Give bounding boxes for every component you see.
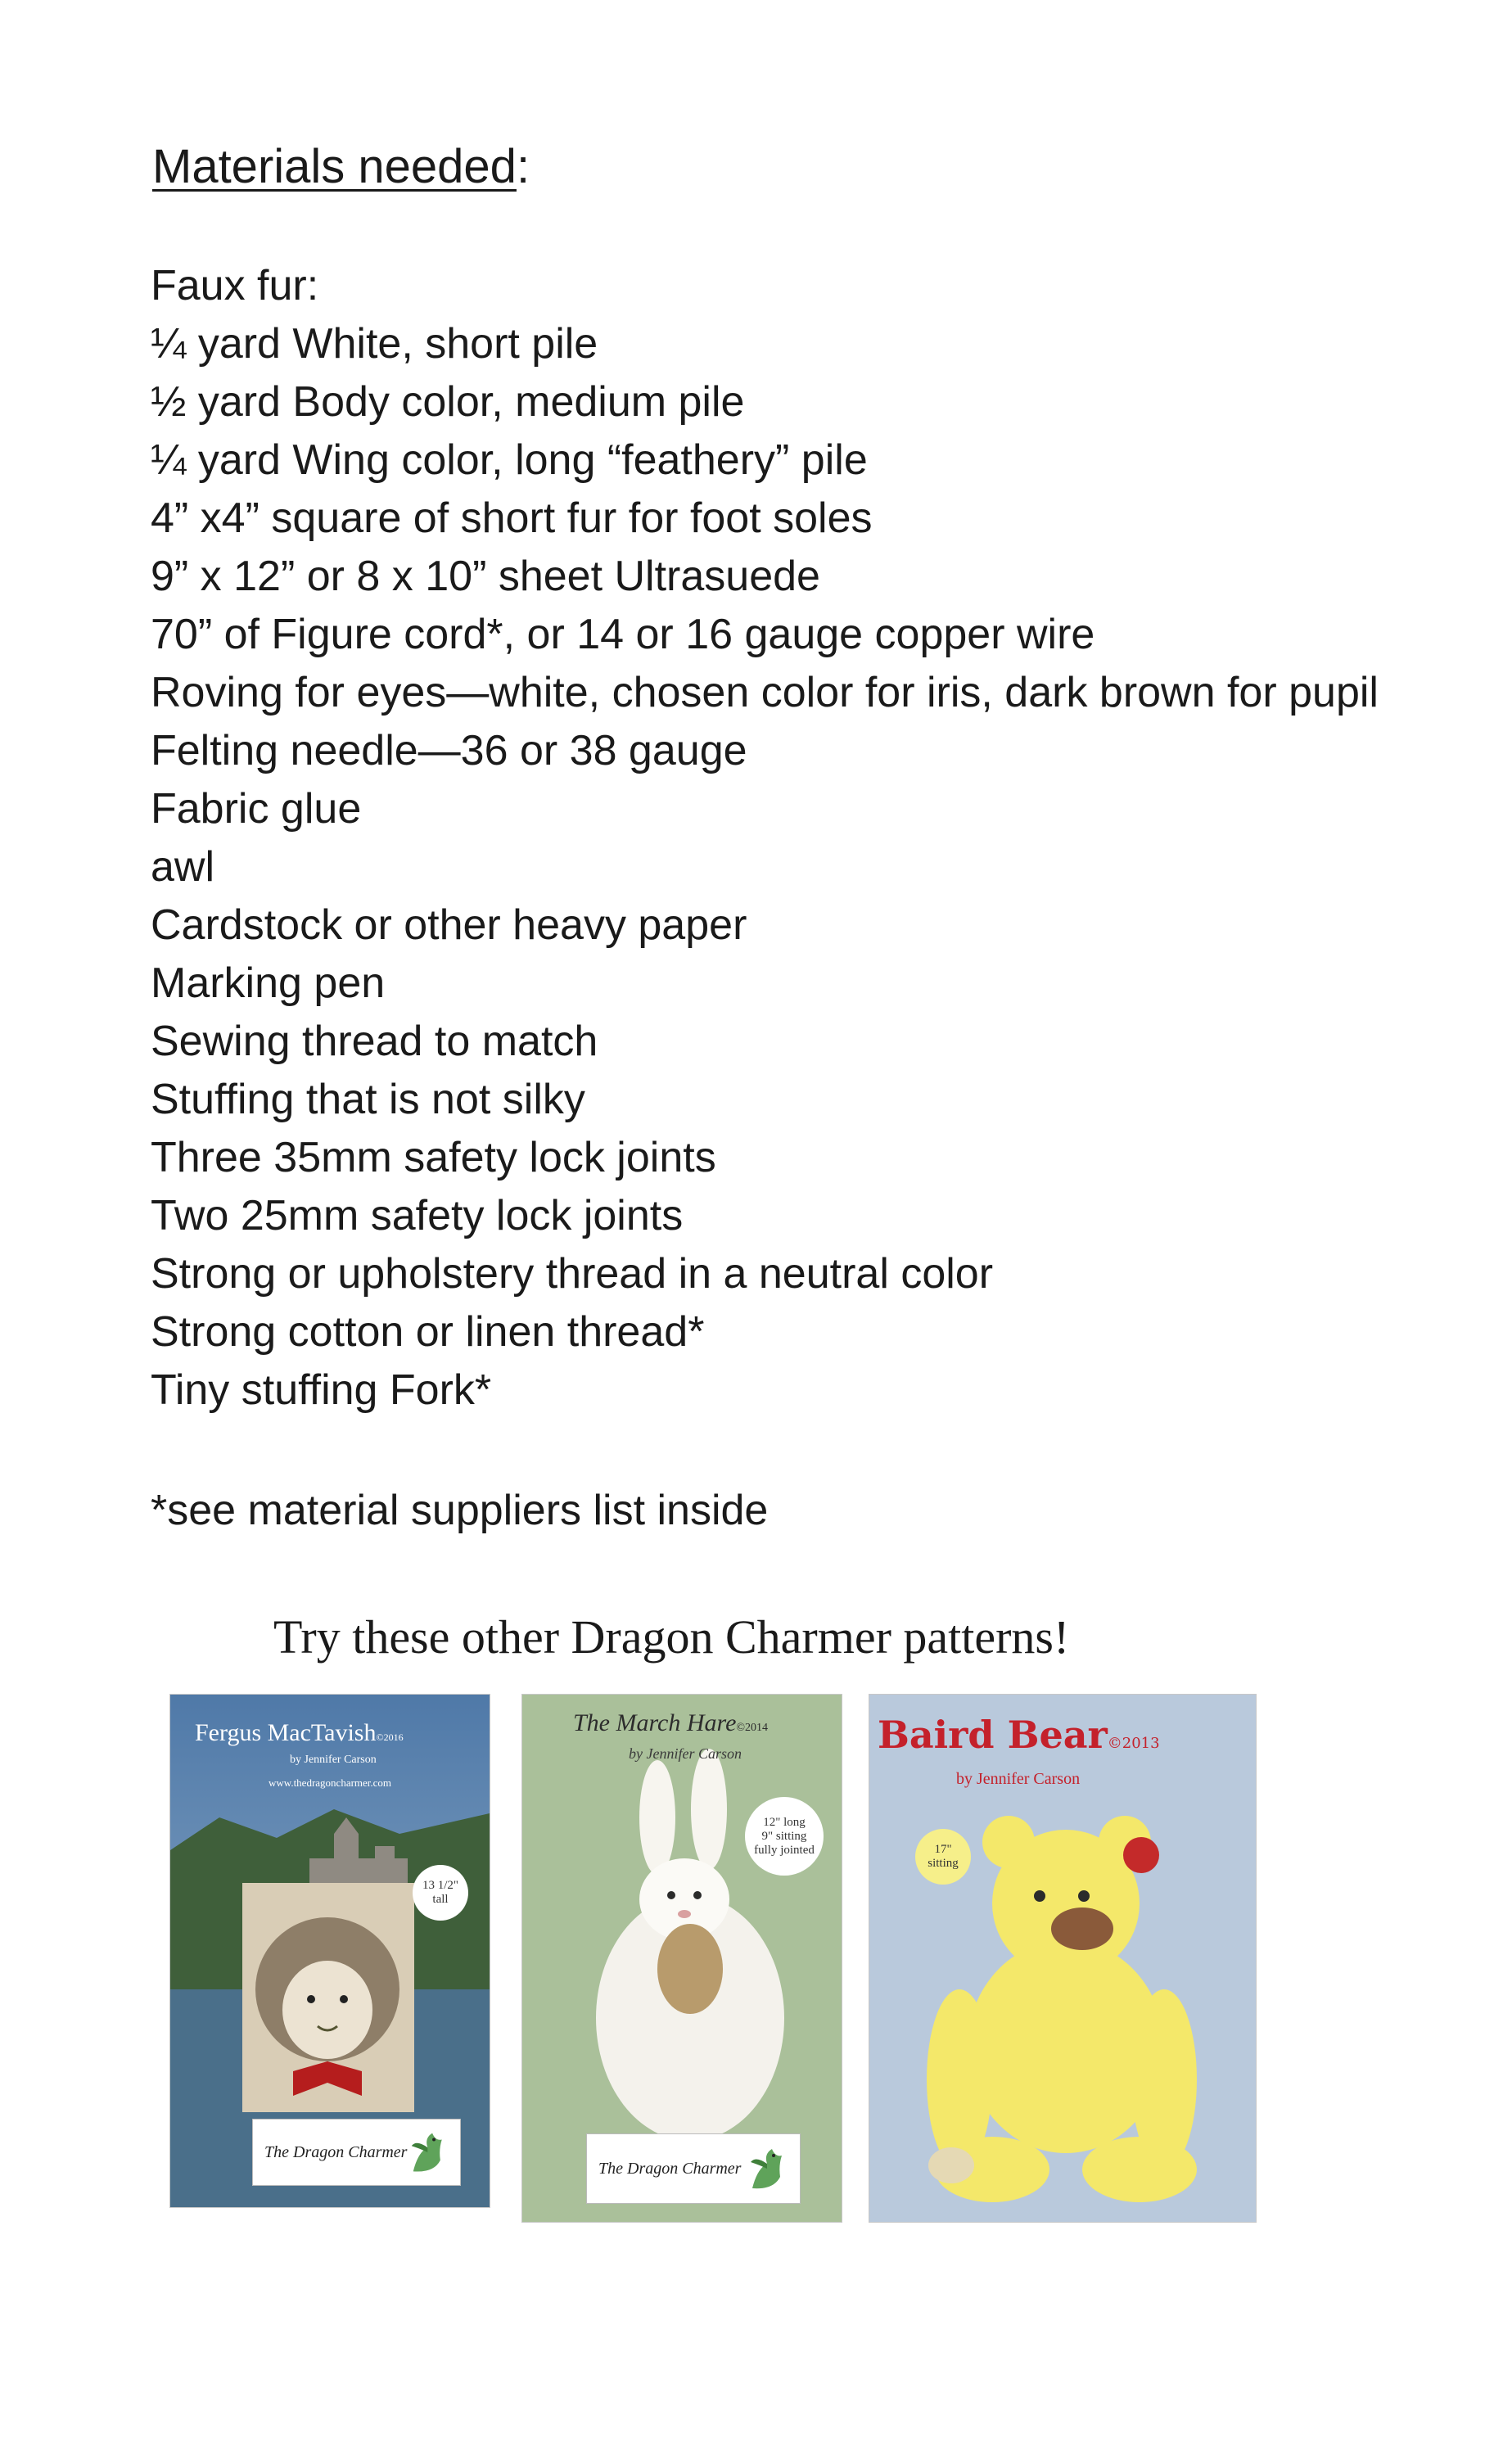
fergus-size-note: tall: [432, 1893, 449, 1906]
bear-size: 17": [934, 1843, 952, 1856]
paw-pad: [928, 2147, 974, 2183]
fergus-logo-text: The Dragon Charmer: [264, 2142, 408, 2161]
red-flower: [1123, 1837, 1159, 1873]
material-item: Fabric glue: [151, 785, 362, 833]
bear-size-note: sitting: [928, 1857, 959, 1870]
fergus-author: by Jennifer Carson: [290, 1754, 377, 1766]
material-item: Three 35mm safety lock joints: [151, 1134, 716, 1181]
bear-title: Baird Bear: [878, 1713, 1108, 1757]
hare-logo-text: The Dragon Charmer: [598, 2159, 742, 2178]
material-item: 70” of Figure cord*, or 14 or 16 gauge copper wire: [151, 611, 1095, 658]
material-item: Marking pen: [151, 959, 386, 1007]
materials-list: [151, 257, 1379, 1420]
material-item: Felting needle—36 or 38 gauge: [151, 727, 747, 774]
pattern-cover-fergus[interactable]: [170, 1695, 490, 2207]
hare-author: by Jennifer Carson: [629, 1745, 742, 1762]
material-item: ¼ yard Wing color, long “feathery” pile: [151, 436, 868, 484]
dragon-icon: [746, 2144, 788, 2193]
bear-author: by Jennifer Carson: [956, 1770, 1081, 1788]
scarf: [657, 1924, 723, 2014]
promo-heading: Try these other Dragon Charmer patterns!: [273, 1610, 1070, 1664]
material-item: awl: [151, 843, 215, 891]
hare-size-sitting: 9" sitting: [761, 1829, 807, 1843]
pattern-cover-march-hare[interactable]: [522, 1695, 842, 2222]
material-item: Strong cotton or linen thread*: [151, 1308, 705, 1356]
material-item: Cardstock or other heavy paper: [151, 901, 747, 949]
hare-jointed: fully jointed: [754, 1843, 815, 1857]
footnote: *see material suppliers list inside: [151, 1487, 769, 1534]
material-item: ½ yard Body color, medium pile: [151, 378, 745, 426]
material-item: 4” x4” square of short fur for foot soles: [151, 494, 873, 542]
material-item: Faux fur:: [151, 262, 319, 309]
fergus-copyright: ©2016: [376, 1731, 404, 1743]
material-item: ¼ yard White, short pile: [151, 320, 598, 368]
materials-heading: [152, 138, 530, 196]
hare-title: The March Hare: [573, 1709, 737, 1736]
fergus-logo-box: [252, 2119, 461, 2186]
fergus-title-block: [195, 1719, 404, 1747]
bear-muzzle: [1051, 1907, 1113, 1950]
hare-size-badge: [745, 1797, 824, 1876]
fergus-url: www.thedragoncharmer.com: [269, 1777, 392, 1789]
material-item: 9” x 12” or 8 x 10” sheet Ultrasuede: [151, 553, 820, 600]
material-item: Two 25mm safety lock joints: [151, 1192, 684, 1239]
material-item: Stuffing that is not silky: [151, 1076, 585, 1123]
bear-title-block: [878, 1713, 1160, 1757]
pattern-cover-baird-bear[interactable]: [869, 1695, 1256, 2222]
fergus-title: Fergus MacTavish: [195, 1719, 377, 1746]
material-item: Sewing thread to match: [151, 1018, 598, 1065]
bear-size-badge: [915, 1829, 971, 1885]
hare-logo-box: [586, 2133, 801, 2204]
materials-heading-colon: :: [516, 140, 530, 193]
bear-copyright: ©2013: [1107, 1735, 1160, 1752]
material-item: Roving for eyes—white, chosen color for iris, dark brown for pupil: [151, 669, 1379, 716]
dragon-icon: [407, 2128, 449, 2177]
material-item: Tiny stuffing Fork*: [151, 1366, 492, 1414]
fergus-size-badge: [413, 1865, 468, 1921]
hare-copyright: ©2014: [736, 1722, 769, 1734]
materials-heading-text: Materials needed: [152, 140, 517, 193]
hare-title-block: [573, 1709, 768, 1737]
fergus-size: 13 1/2": [422, 1879, 459, 1892]
material-item: Strong or upholstery thread in a neutral color: [151, 1250, 994, 1298]
hare-size-long: 12" long: [763, 1815, 806, 1829]
